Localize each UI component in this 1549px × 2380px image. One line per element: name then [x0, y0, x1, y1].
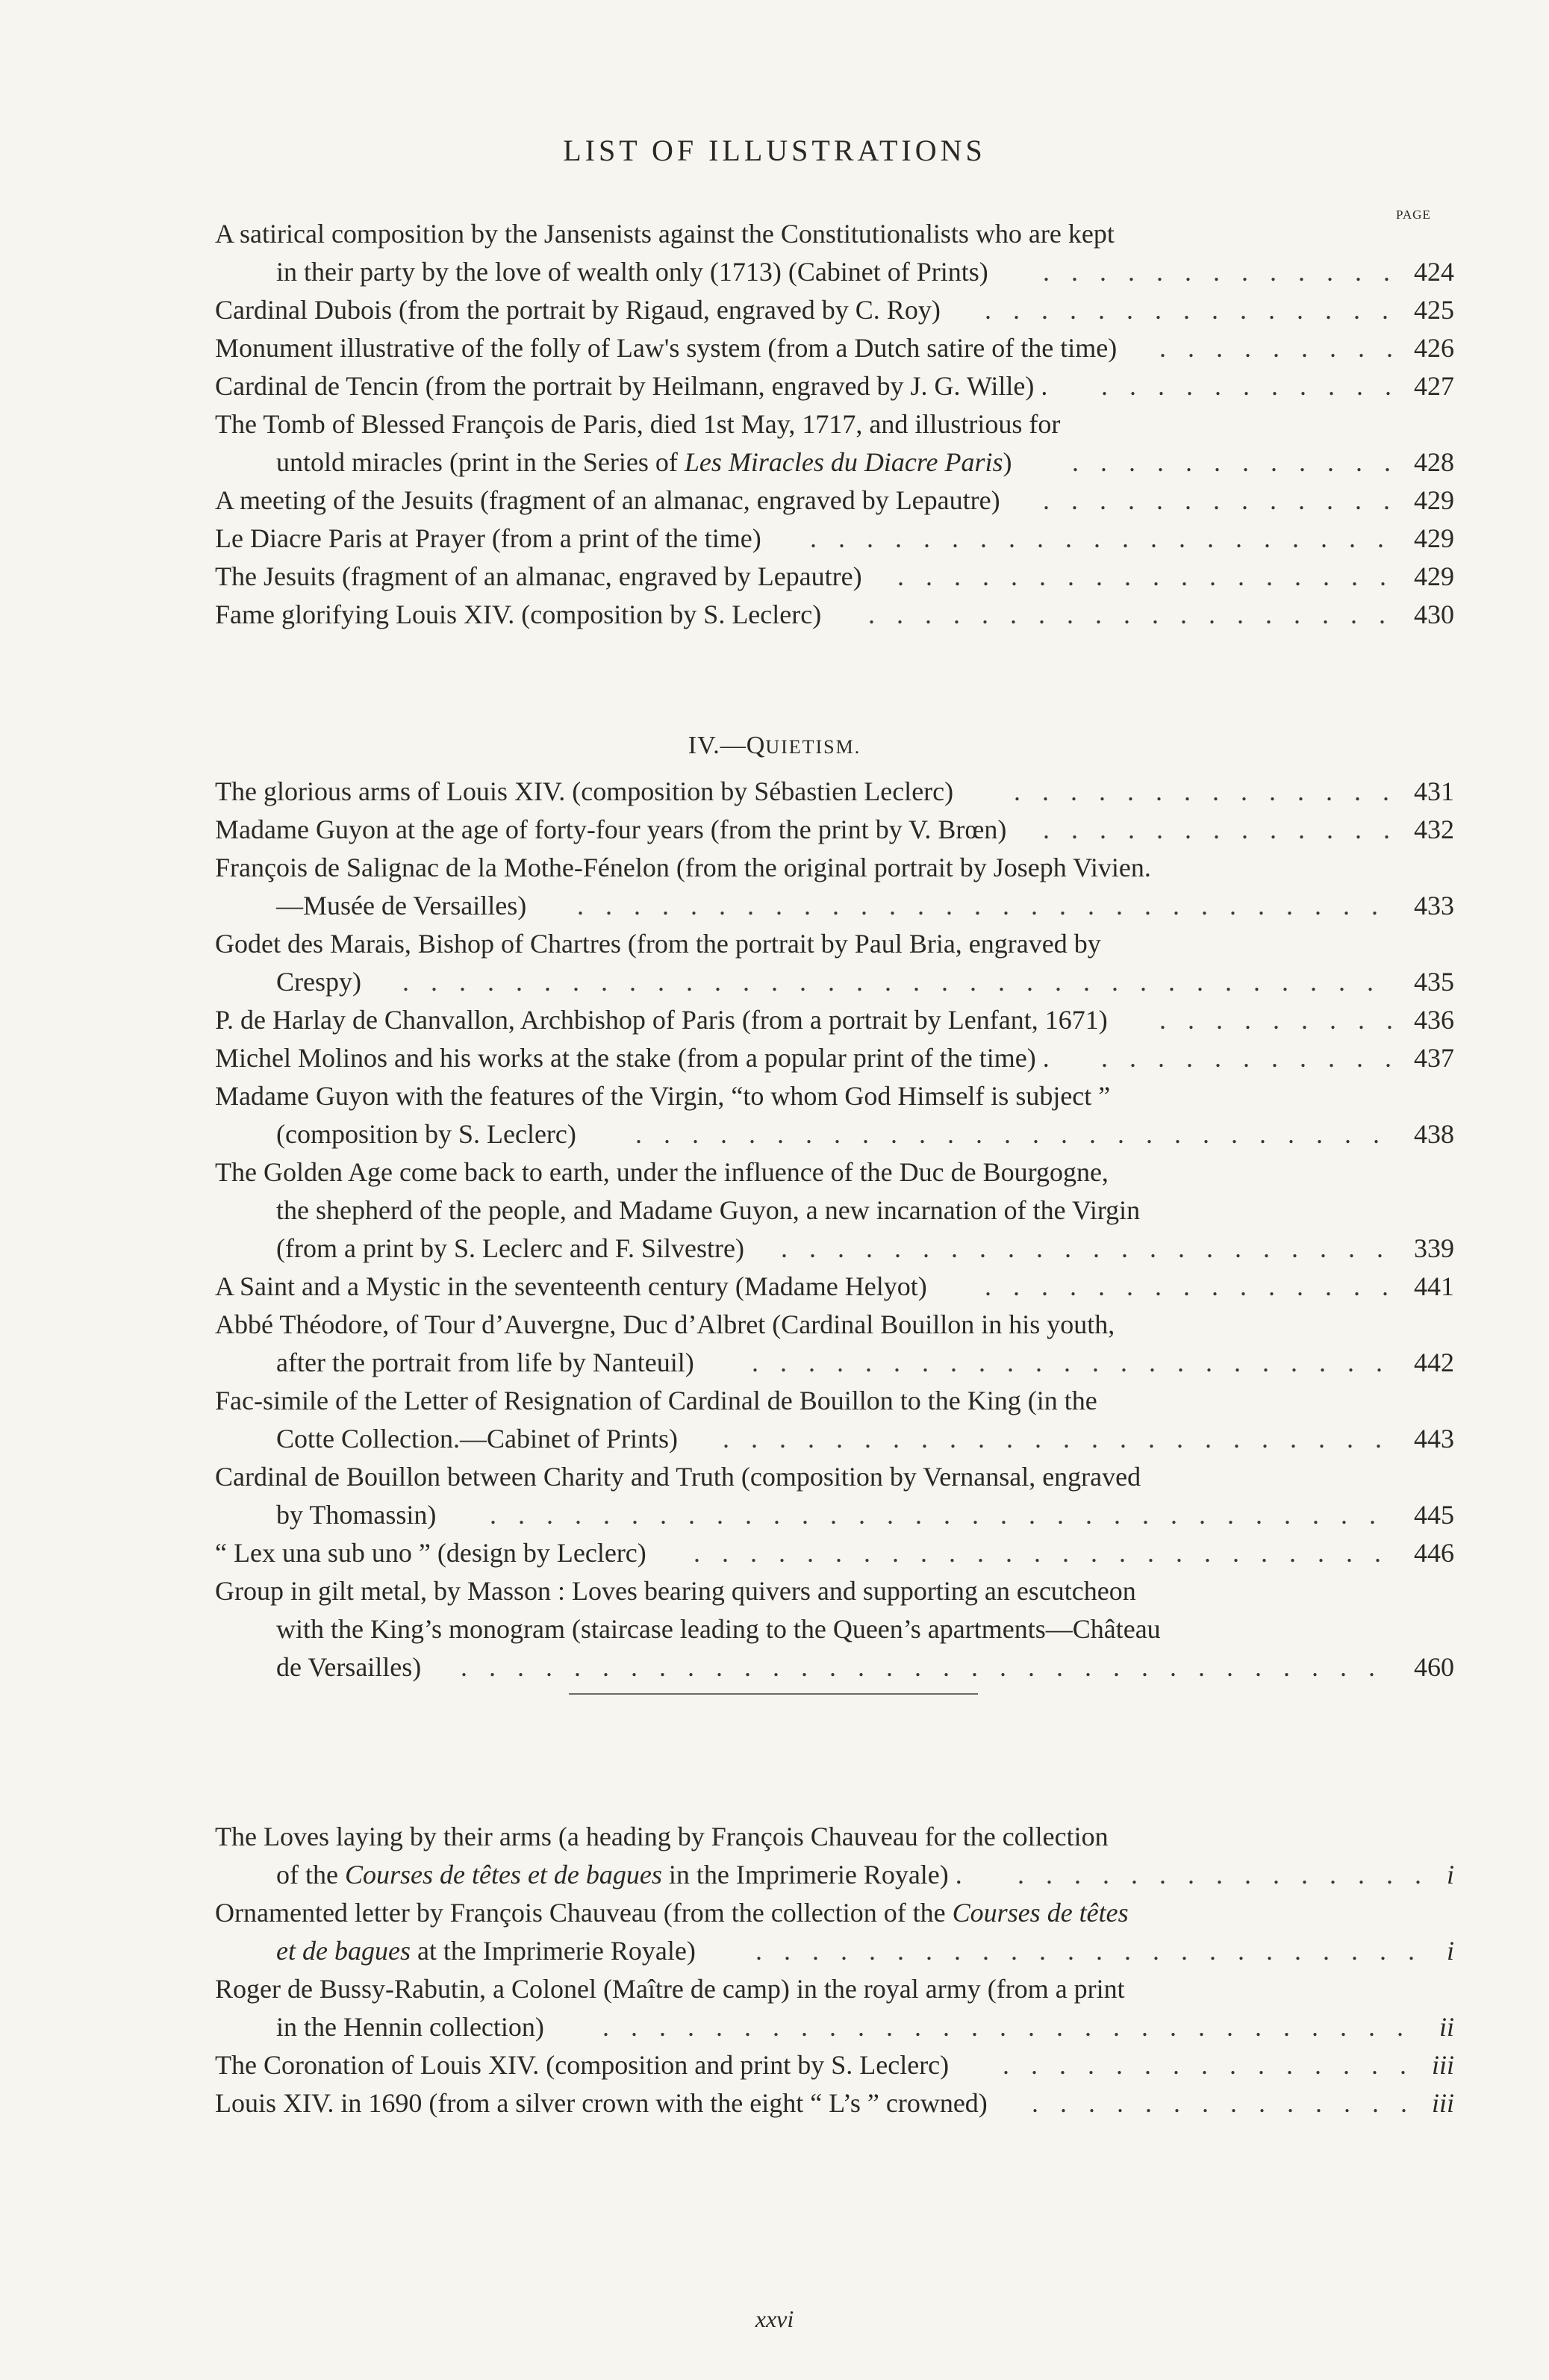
illustration-entry: [215, 1894, 1454, 1970]
entry-text: Michel Molinos and his works at the stake (from a popular print of the time) .: [215, 1043, 1050, 1073]
illustration-entry: [215, 2046, 1454, 2084]
entry-text: Fac-simile of the Letter of Resignation of Cardinal de Bouillon to the King (in the: [215, 1386, 1097, 1415]
illustration-entry: [215, 773, 1454, 811]
entry-text: The Loves laying by their arms (a heading by François Chauveau for the collection: [215, 1822, 1109, 1851]
dot-leader: ...............: [985, 295, 1410, 325]
entry-line: [215, 2084, 1454, 2122]
dot-leader: ...........: [1101, 371, 1413, 401]
entry-text: —Musée de Versailles): [276, 891, 527, 920]
entry-line: [215, 1970, 1454, 2008]
dot-leader: ..................: [897, 561, 1408, 591]
entry-line: [215, 887, 1454, 925]
entry-text: P. de Harlay de Chanvallon, Archbishop of Paris (from a portrait by Lenfant, 1671): [215, 1005, 1108, 1035]
entry-line: [215, 1344, 1454, 1382]
entry-line: [215, 1039, 1454, 1077]
entry-line: [215, 329, 1454, 367]
entry-text: Group in gilt metal, by Masson : Loves bearing quivers and supporting an escutcheon: [215, 1576, 1136, 1606]
page-number: 460: [1414, 1652, 1454, 1682]
illustration-entry: [215, 329, 1454, 367]
entry-line: [215, 405, 1454, 443]
dot-leader: ...................................: [402, 967, 1395, 997]
section-name: UIETISM.: [765, 736, 861, 758]
entry-line: [215, 215, 1454, 253]
page-number: 430: [1414, 599, 1454, 629]
page-number: iii: [1431, 2088, 1454, 2118]
entry-text: de Versailles): [276, 1652, 422, 1682]
dot-leader: ...............: [985, 1271, 1410, 1301]
page-number: i: [1446, 1936, 1454, 1966]
entry-line: [215, 1382, 1454, 1420]
illustration-entry: [215, 367, 1454, 405]
entry-line: [215, 558, 1454, 596]
page-number: 429: [1414, 523, 1454, 553]
page-number: 433: [1414, 891, 1454, 920]
illustration-entry: [215, 1306, 1454, 1382]
section-dash: —: [720, 732, 747, 759]
entry-text: Cotte Collection.—Cabinet of Prints): [276, 1424, 678, 1454]
entry-line: [215, 291, 1454, 329]
entry-line: [215, 811, 1454, 849]
dot-leader: ......................: [781, 1233, 1405, 1263]
entry-line: [215, 773, 1454, 811]
illustration-list-2: [215, 773, 1454, 1686]
entry-text: (from a print by S. Leclerc and F. Silvestre): [276, 1233, 744, 1263]
dot-leader: .........................: [694, 1538, 1403, 1568]
page-number: 429: [1414, 561, 1454, 591]
page-number: iii: [1431, 2050, 1454, 2080]
entry-line: [215, 253, 1454, 291]
entry-line: [215, 443, 1454, 482]
illustration-entry: [215, 1818, 1454, 1894]
page-number: 437: [1414, 1043, 1454, 1073]
entry-line: [215, 596, 1454, 634]
entry-text: et de bagues at the Imprimerie Royale): [276, 1936, 696, 1966]
entry-line: [215, 520, 1454, 558]
entry-text: Cardinal Dubois (from the portrait by Rigaud, engraved by C. Roy): [215, 295, 941, 325]
entry-text: Madame Guyon with the features of the Virgin, “to whom God Himself is subject ”: [215, 1081, 1111, 1111]
entry-line: [215, 1153, 1454, 1191]
entry-text: after the portrait from life by Nanteuil): [276, 1348, 694, 1377]
entry-line: [215, 1856, 1454, 1894]
illustration-entry: [215, 1001, 1454, 1039]
entry-line: [215, 1572, 1454, 1610]
dot-leader: ........................: [723, 1424, 1403, 1454]
dot-leader: .............: [1043, 814, 1412, 844]
dot-leader: ..............: [1031, 2088, 1429, 2118]
page-number: i: [1446, 1860, 1454, 1890]
illustration-entry: [215, 1039, 1454, 1077]
entry-line: [215, 1534, 1454, 1572]
page-number: 428: [1414, 447, 1454, 477]
entry-text: The Coronation of Louis XIV. (composition and print by S. Leclerc): [215, 2050, 950, 2080]
entry-text: Cardinal de Tencin (from the portrait by Heilmann, engraved by J. G. Wille) .: [215, 371, 1048, 401]
entry-text: The Tomb of Blessed François de Paris, died 1st May, 1717, and illustrious for: [215, 409, 1061, 439]
page-number: 339: [1414, 1233, 1454, 1263]
entry-line: [215, 1115, 1454, 1153]
entry-line: [215, 1458, 1454, 1496]
illustration-entry: [215, 1970, 1454, 2046]
entry-text: Ornamented letter by François Chauveau (from the collection of the Courses de têtes: [215, 1898, 1129, 1928]
illustration-entry: [215, 849, 1454, 925]
page-number: 436: [1414, 1005, 1454, 1035]
entry-text: The Jesuits (fragment of an almanac, engraved by Lepautre): [215, 561, 862, 591]
entry-line: [215, 1894, 1454, 1932]
entry-text: The Golden Age come back to earth, under the influence of the Duc de Bourgogne,: [215, 1157, 1109, 1187]
entry-text: Madame Guyon at the age of forty-four years (from the print by V. Brœn): [215, 814, 1007, 844]
page-number: 446: [1414, 1538, 1454, 1568]
entry-text: (composition by S. Leclerc): [276, 1119, 576, 1149]
illustration-entry: [215, 520, 1454, 558]
page-number: 445: [1414, 1500, 1454, 1530]
illustration-entry: [215, 1077, 1454, 1153]
entry-line: [215, 1306, 1454, 1344]
page-number: 429: [1414, 485, 1454, 515]
dot-leader: .........: [1159, 1005, 1415, 1035]
page-number: 425: [1414, 295, 1454, 325]
entry-text: Le Diacre Paris at Prayer (from a print of the time): [215, 523, 761, 553]
dot-leader: .......................: [752, 1348, 1404, 1377]
entry-text: “ Lex una sub uno ” (design by Leclerc): [215, 1538, 646, 1568]
dot-leader: ...........: [1101, 1043, 1413, 1073]
page-number: 431: [1414, 776, 1454, 806]
entry-text: A satirical composition by the Jansenists against the Constitutionalists who are kept: [215, 219, 1115, 249]
dot-leader: .................................: [461, 1652, 1397, 1682]
entry-text: by Thomassin): [276, 1500, 437, 1530]
dot-leader: .....................: [810, 523, 1406, 553]
illustration-entry: [215, 1382, 1454, 1458]
illustration-entry: [215, 405, 1454, 482]
dot-leader: .............: [1043, 485, 1412, 515]
dot-leader: .........: [1159, 333, 1415, 363]
illustration-list-1: [215, 215, 1454, 634]
entry-text: Louis XIV. in 1690 (from a silver crown with the eight “ L’s ” crowned): [215, 2088, 988, 2118]
page-column-header: PAGE: [1396, 208, 1431, 222]
entry-text: Godet des Marais, Bishop of Chartres (from the portrait by Paul Bria, engraved by: [215, 929, 1101, 959]
page-number: 435: [1414, 967, 1454, 997]
entry-line: [215, 1932, 1454, 1970]
entry-title-italic: Les Miracles du Diacre Paris: [684, 447, 1003, 477]
entry-text: with the King’s monogram (staircase leading to the Queen’s apartments—Château: [276, 1614, 1161, 1644]
dot-leader: .............................: [602, 2012, 1425, 2042]
illustration-entry: [215, 925, 1454, 1001]
entry-text: A meeting of the Jesuits (fragment of an almanac, engraved by Lepautre): [215, 485, 1000, 515]
entry-line: [215, 849, 1454, 887]
entry-text: of the Courses de têtes et de bagues in the Imprimerie Royale) .: [276, 1860, 962, 1890]
entry-line: [215, 482, 1454, 520]
page-number: ii: [1439, 2012, 1454, 2042]
entry-text: untold miracles (print in the Series of Les Miracles du Diacre Paris): [276, 447, 1012, 477]
entry-line: [215, 1268, 1454, 1306]
entry-text: Cardinal de Bouillon between Charity and Truth (composition by Vernansal, engraved: [215, 1462, 1141, 1492]
entry-line: [215, 1230, 1454, 1268]
page-folio: xxvi: [755, 2305, 794, 2332]
entry-text: Monument illustrative of the folly of Law's system (from a Dutch satire of the time): [215, 333, 1118, 363]
entry-line: [215, 367, 1454, 405]
entry-line: [215, 1077, 1454, 1115]
entry-text: François de Salignac de la Mothe-Fénelon (from the original portrait by Joseph Vivien.: [215, 853, 1151, 882]
entry-text: in their party by the love of wealth only (1713) (Cabinet of Prints): [276, 257, 988, 287]
illustration-entry: [215, 1268, 1454, 1306]
page-number: 441: [1414, 1271, 1454, 1301]
dot-leader: ........................: [755, 1936, 1436, 1966]
entry-line: [215, 963, 1454, 1001]
page-number: 432: [1414, 814, 1454, 844]
entry-line: [215, 1420, 1454, 1458]
entry-line: [215, 1496, 1454, 1534]
entry-line: [215, 1818, 1454, 1856]
page-number: 426: [1414, 333, 1454, 363]
dot-leader: ................................: [490, 1500, 1397, 1530]
section-divider: [569, 1693, 978, 1695]
section-initial: Q: [746, 732, 766, 759]
entry-text: Roger de Bussy-Rabutin, a Colonel (Maître de camp) in the royal army (from a print: [215, 1974, 1125, 2004]
page-title: LIST OF ILLUSTRATIONS: [563, 134, 986, 167]
illustration-entry: [215, 291, 1454, 329]
illustration-entry: [215, 1534, 1454, 1572]
entry-text: in the Hennin collection): [276, 2012, 544, 2042]
page-number: 442: [1414, 1348, 1454, 1377]
dot-leader: ...................: [868, 599, 1407, 629]
entry-line: [215, 2008, 1454, 2046]
dot-leader: ............: [1072, 447, 1412, 477]
dot-leader: ...............: [1002, 2050, 1428, 2080]
page-number: 438: [1414, 1119, 1454, 1149]
dot-leader: ...............: [1017, 1860, 1443, 1890]
dot-leader: .............: [1043, 257, 1412, 287]
page-number: 443: [1414, 1424, 1454, 1454]
dot-leader: ...........................: [635, 1119, 1401, 1149]
page-number: 427: [1414, 371, 1454, 401]
entry-line: [215, 1191, 1454, 1230]
illustration-entry: [215, 1572, 1454, 1686]
illustration-entry: [215, 596, 1454, 634]
dot-leader: .............................: [577, 891, 1400, 920]
entry-line: [215, 925, 1454, 963]
entry-text: Crespy): [276, 967, 361, 997]
illustration-entry: [215, 215, 1454, 291]
illustration-entry: [215, 1153, 1454, 1268]
entry-text: the shepherd of the people, and Madame Guyon, a new incarnation of the Virgin: [276, 1195, 1141, 1225]
page-number: 424: [1414, 257, 1454, 287]
entry-line: [215, 1648, 1454, 1686]
entry-line: [215, 2046, 1454, 2084]
illustration-entry: [215, 482, 1454, 520]
entry-line: [215, 1001, 1454, 1039]
section-number: IV.: [688, 732, 720, 759]
entry-text: Abbé Théodore, of Tour d’Auvergne, Duc d’Albret (Cardinal Bouillon in his youth,: [215, 1309, 1115, 1339]
illustration-entry: [215, 558, 1454, 596]
entry-text: The glorious arms of Louis XIV. (composition by Sébastien Leclerc): [215, 776, 954, 806]
entry-line: [215, 1610, 1454, 1648]
illustration-entry: [215, 1458, 1454, 1534]
illustration-entry: [215, 2084, 1454, 2122]
entry-text: Fame glorifying Louis XIV. (composition by S. Leclerc): [215, 599, 822, 629]
entry-tail: ): [1003, 447, 1012, 477]
section-heading: [0, 732, 1549, 760]
entry-text: A Saint and a Mystic in the seventeenth century (Madame Helyot): [215, 1271, 927, 1301]
dot-leader: ..............: [1014, 776, 1411, 806]
illustration-entry: [215, 811, 1454, 849]
illustration-list-3: [215, 1818, 1454, 2122]
